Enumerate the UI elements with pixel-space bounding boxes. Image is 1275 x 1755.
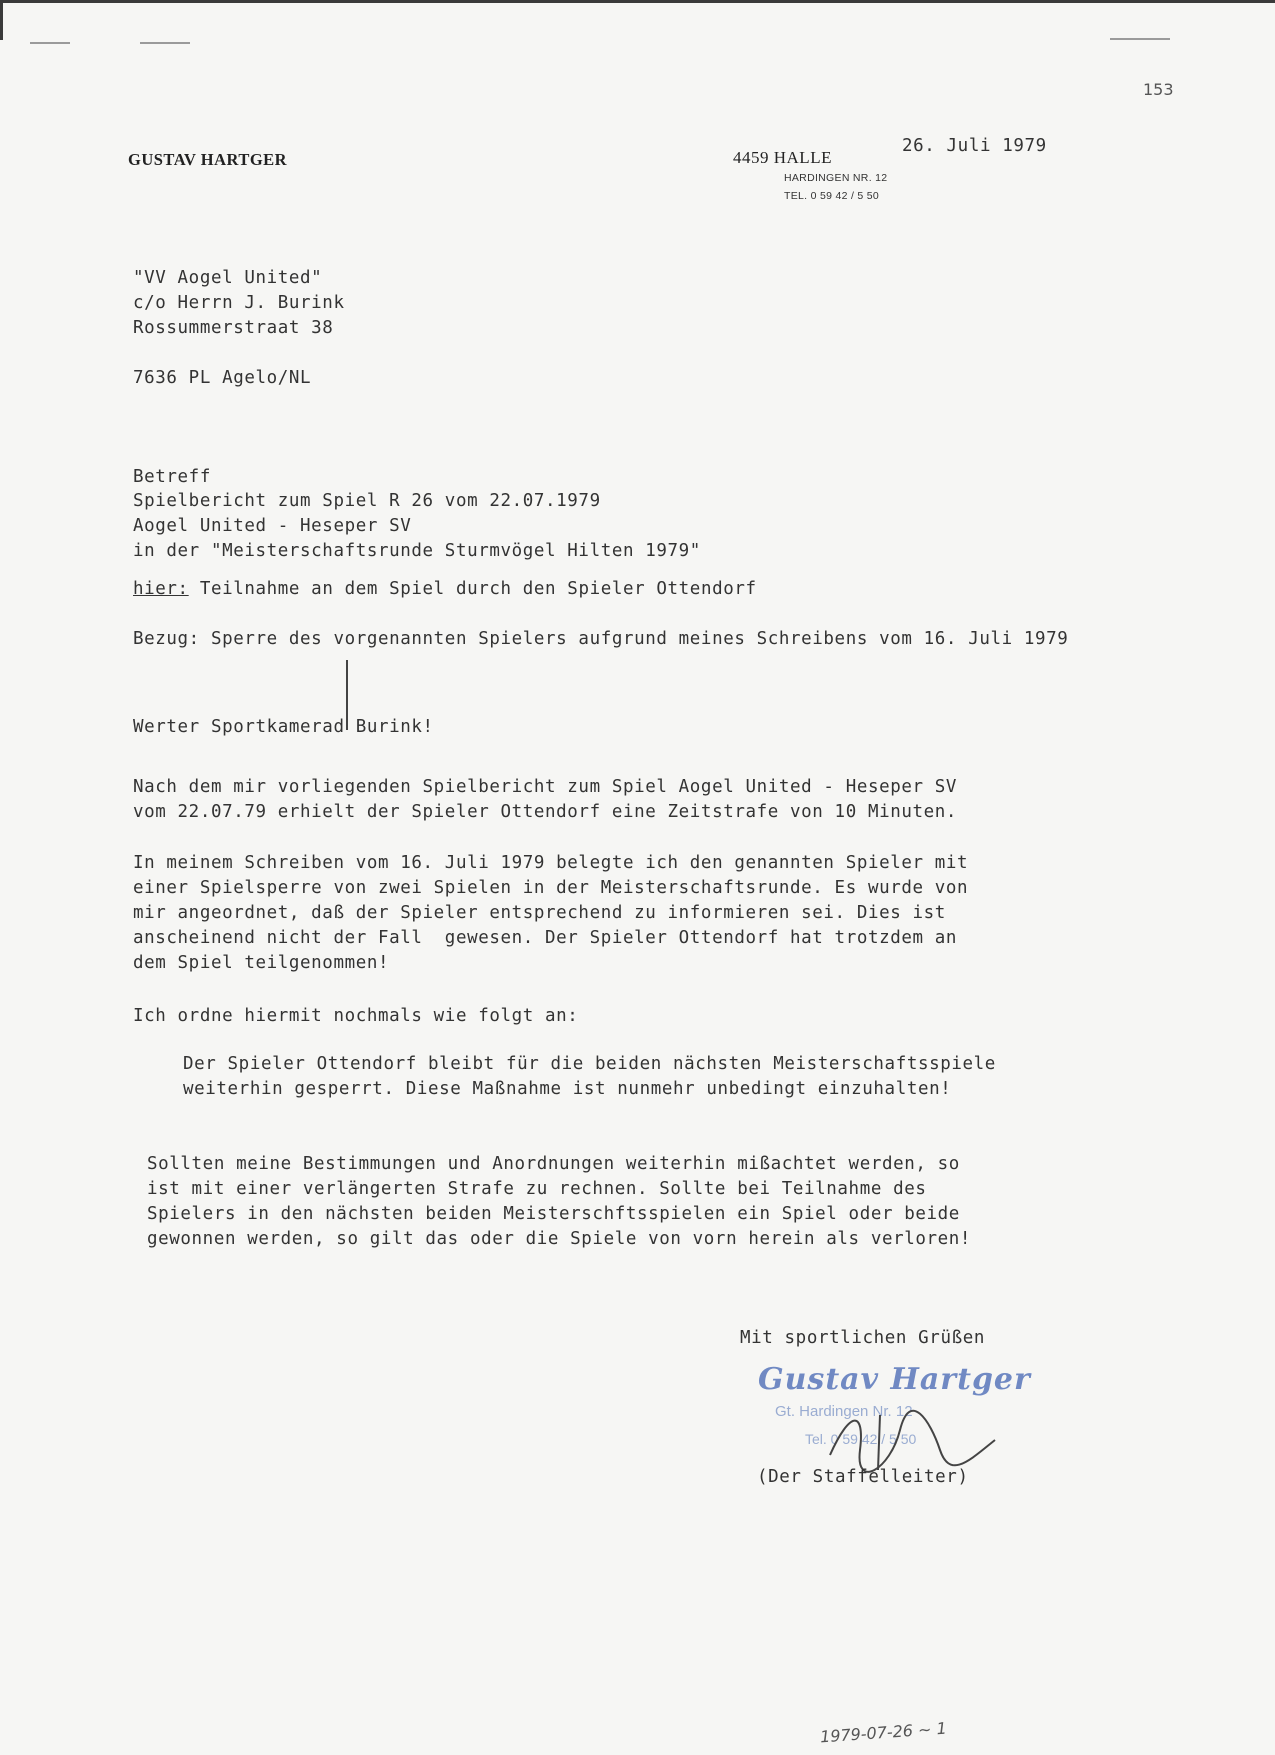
- subject-label: Betreff: [133, 467, 211, 487]
- order-line: weiterhin gesperrt. Diese Maßnahme ist nunmehr unbedingt einzuhalten!: [183, 1079, 952, 1099]
- body-line: Sollten meine Bestimmungen und Anordnungen weiterhin mißachtet werden, so: [147, 1154, 960, 1174]
- stamp-phone: Tel. 0 59 42 / 5 50: [805, 1431, 917, 1447]
- scan-smudge: [30, 42, 70, 44]
- page-number: 153: [1143, 80, 1174, 99]
- hier-text: Teilnahme an dem Spiel durch den Spieler Ottendorf: [188, 579, 757, 599]
- signature-role: (Der Staffelleiter): [757, 1467, 969, 1487]
- signature-stamp-name: Gustav Hartger: [758, 1362, 1031, 1397]
- recipient-line: "VV Aogel United": [133, 268, 323, 288]
- recipient-line: c/o Herrn J. Burink: [133, 293, 345, 313]
- body-line: anscheinend nicht der Fall gewesen. Der Spieler Ottendorf hat trotzdem an: [133, 928, 958, 948]
- stamp-street: Gt. Hardingen Nr. 12: [775, 1403, 913, 1420]
- letter-date: 26. Juli 1979: [902, 136, 1047, 156]
- body-line: Ich ordne hiermit nochmals wie folgt an:: [133, 1006, 579, 1026]
- scan-edge: [0, 0, 1275, 3]
- body-line: Nach dem mir vorliegenden Spielbericht zum Spiel Aogel United - Heseper SV: [133, 777, 958, 797]
- body-line: mir angeordnet, daß der Spieler entsprechend zu informieren sei. Dies ist: [133, 903, 946, 923]
- subject-line: Aogel United - Heseper SV: [133, 516, 412, 536]
- sender-street: HARDINGEN NR. 12: [784, 172, 888, 184]
- sender-city: 4459 HALLE: [733, 148, 832, 167]
- body-line: vom 22.07.79 erhielt der Spieler Ottendorf eine Zeitstrafe von 10 Minuten.: [133, 802, 958, 822]
- scan-edge: [0, 0, 3, 40]
- body-line: einer Spielsperre von zwei Spielen in der Meisterschaftsrunde. Es wurde von: [133, 878, 969, 898]
- recipient-line: Rossummerstraat 38: [133, 318, 334, 338]
- hier-label: hier:: [133, 579, 189, 599]
- scan-smudge: [140, 42, 190, 44]
- subject-line: in der "Meisterschaftsrunde Sturmvögel Hilten 1979": [133, 541, 701, 561]
- reference-line: Bezug: Sperre des vorgenannten Spielers aufgrund meines Schreibens vom 16. Juli 1979: [133, 629, 1069, 649]
- sender-name: GUSTAV HARTGER: [128, 150, 288, 169]
- body-line: gewonnen werden, so gilt das oder die Spiele von vorn herein als verloren!: [147, 1229, 972, 1249]
- body-line: Spielers in den nächsten beiden Meisterschftsspielen ein Spiel oder beide: [147, 1204, 960, 1224]
- archive-note: 1979-07-26 ~ 1: [819, 1718, 948, 1747]
- body-line: In meinem Schreiben vom 16. Juli 1979 belegte ich den genannten Spieler mit: [133, 853, 969, 873]
- recipient-line: 7636 PL Agelo/NL: [133, 368, 312, 388]
- subject-hier: [133, 579, 757, 599]
- salutation: Werter Sportkamerad Burink!: [133, 717, 434, 737]
- body-line: ist mit einer verlängerten Strafe zu rechnen. Sollte bei Teilnahme des: [147, 1179, 927, 1199]
- scan-smudge: [1110, 38, 1170, 40]
- order-line: Der Spieler Ottendorf bleibt für die beiden nächsten Meisterschaftsspiele: [183, 1054, 996, 1074]
- sender-phone: TEL. 0 59 42 / 5 50: [784, 190, 880, 202]
- body-line: dem Spiel teilgenommen!: [133, 953, 390, 973]
- subject-line: Spielbericht zum Spiel R 26 vom 22.07.1979: [133, 491, 601, 511]
- closing: Mit sportlichen Grüßen: [740, 1328, 985, 1348]
